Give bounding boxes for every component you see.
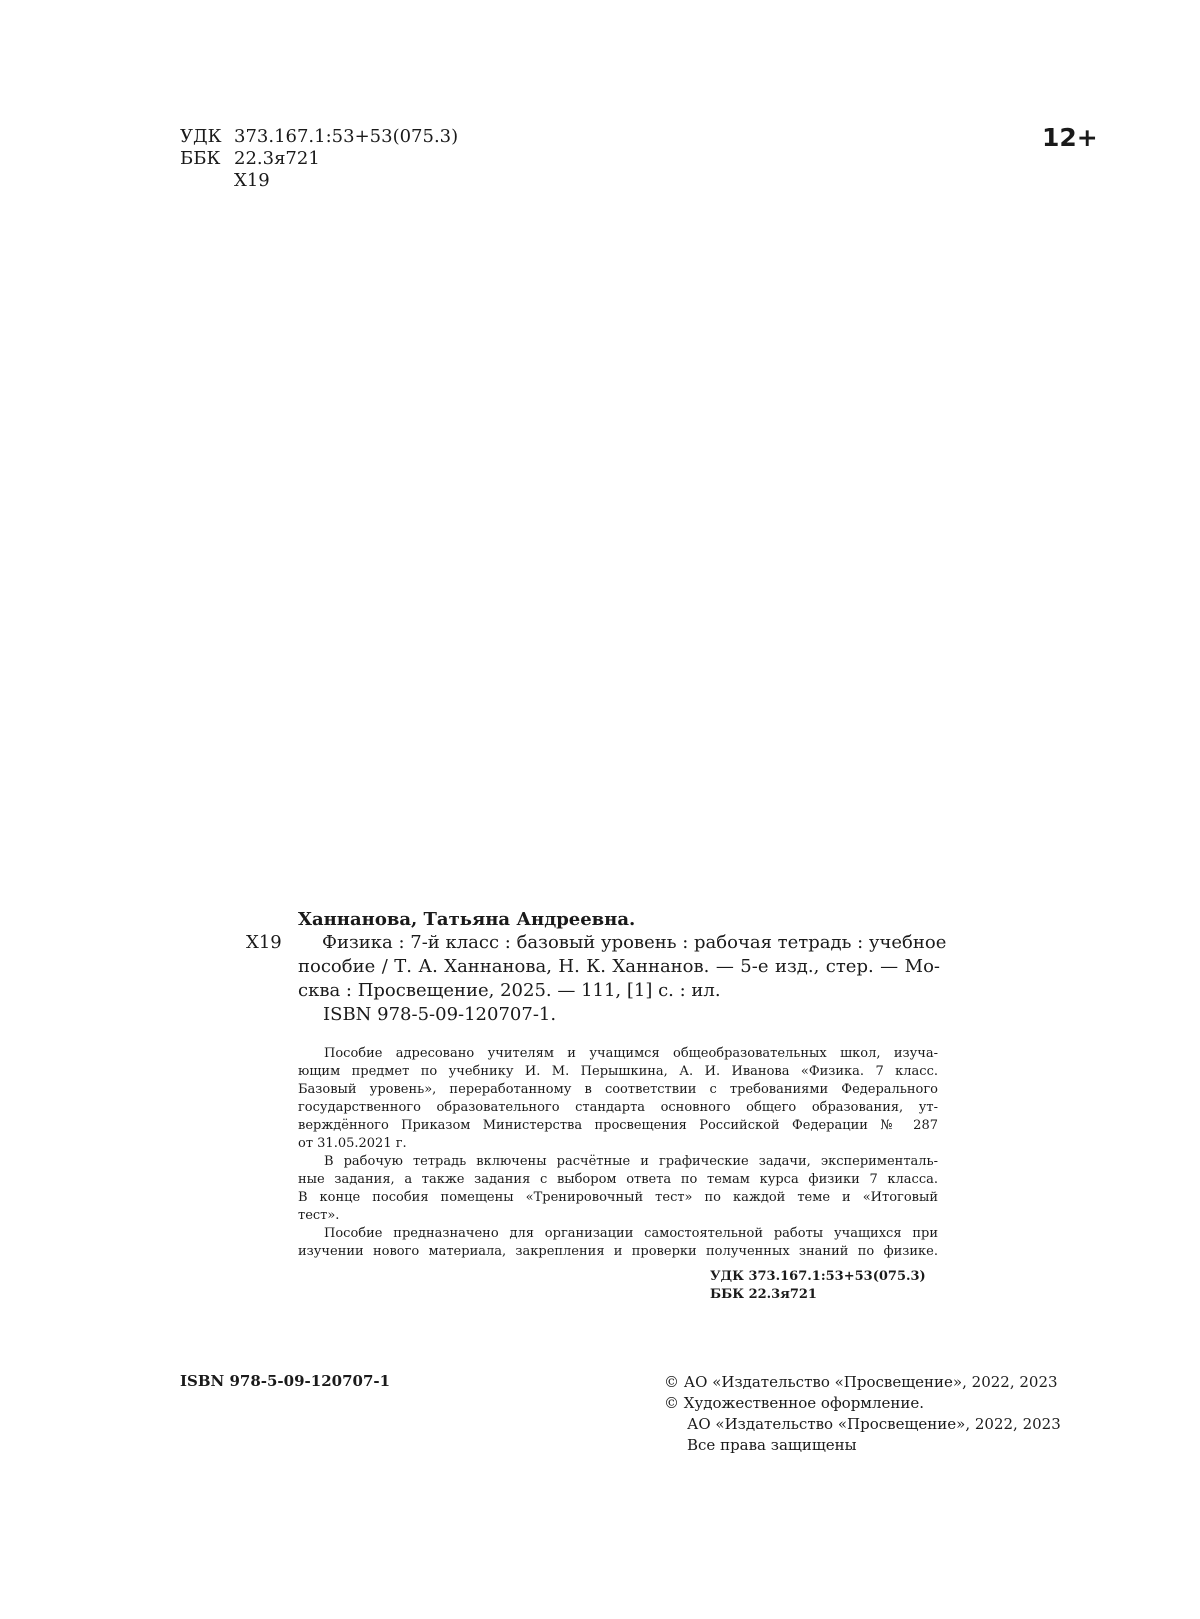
copyright-line: АО «Издательство «Просвещение», 2022, 2023 bbox=[687, 1415, 1061, 1433]
annotation-line: от 31.05.2021 г. bbox=[298, 1136, 407, 1151]
author-mark: Х19 bbox=[234, 170, 270, 191]
annotation-bbk: ББК 22.3я721 bbox=[710, 1287, 817, 1302]
copyright-line: Все права защищены bbox=[687, 1436, 857, 1454]
annotation-paragraph bbox=[298, 1225, 938, 1261]
bib-author-mark: Х19 bbox=[246, 932, 282, 953]
bib-description-line: Физика : 7-й класс : базовый уровень : рабочая тетрадь : учебное bbox=[322, 932, 947, 953]
annotation-line: государственного образовательного стандарта основного общего образования, ут- bbox=[298, 1100, 938, 1115]
annotation-line: тест». bbox=[298, 1208, 340, 1223]
bib-author: Ханнанова, Татьяна Андреевна. bbox=[298, 909, 636, 930]
copyright-line: © Художественное оформление. bbox=[664, 1394, 925, 1412]
bib-description bbox=[298, 931, 947, 1003]
annotation bbox=[298, 1045, 938, 1261]
copyright-line: © АО «Издательство «Просвещение», 2022, 2023 bbox=[664, 1373, 1058, 1391]
annotation-paragraph bbox=[298, 1045, 938, 1153]
annotation-codes bbox=[710, 1268, 926, 1304]
udk-label: УДК bbox=[180, 126, 222, 147]
bib-description-line: пособие / Т. А. Ханнанова, Н. К. Ханнанов. — 5-е изд., стер. — Мо- bbox=[298, 956, 940, 977]
age-rating: 12+ bbox=[1042, 123, 1098, 152]
copyright-block bbox=[664, 1372, 1061, 1456]
annotation-line: В конце пособия помещены «Тренировочный тест» по каждой теме и «Итоговый bbox=[298, 1190, 938, 1205]
annotation-line: Пособие предназначено для организации самостоятельной работы учащихся при bbox=[324, 1226, 938, 1241]
annotation-line: верждённого Приказом Министерства просвещения Российской Федерации № 287 bbox=[298, 1118, 938, 1133]
annotation-line: Пособие адресовано учителям и учащимся общеобразовательных школ, изуча- bbox=[324, 1046, 938, 1061]
bbk-row bbox=[180, 148, 458, 170]
bib-description-line: сква : Просвещение, 2025. — 111, [1] с. : ил. bbox=[298, 980, 721, 1001]
annotation-udk: УДК 373.167.1:53+53(075.3) bbox=[710, 1269, 926, 1284]
udk-value: 373.167.1:53+53(075.3) bbox=[234, 126, 459, 147]
annotation-line: ющим предмет по учебнику И. М. Перышкина, А. И. Иванова «Физика. 7 класс. bbox=[298, 1064, 938, 1079]
bbk-value: 22.3я721 bbox=[234, 148, 320, 169]
annotation-line: Базовый уровень», переработанному в соответствии с требованиями Федерального bbox=[298, 1082, 938, 1097]
annotation-line: ные задания, а также задания с выбором ответа по темам курса физики 7 класса. bbox=[298, 1172, 938, 1187]
bbk-label: ББК bbox=[180, 148, 221, 169]
annotation-line: В рабочую тетрадь включены расчётные и графические задачи, эксперименталь- bbox=[324, 1154, 938, 1169]
annotation-paragraph bbox=[298, 1153, 938, 1225]
author-mark-row bbox=[180, 170, 458, 192]
annotation-line: изучении нового материала, закрепления и проверки полученных знаний по физике. bbox=[298, 1244, 938, 1259]
bib-isbn: ISBN 978-5-09-120707-1. bbox=[323, 1004, 557, 1025]
udk-row bbox=[180, 126, 458, 148]
classification-block bbox=[180, 126, 458, 192]
footer-isbn: ISBN 978-5-09-120707-1 bbox=[180, 1372, 391, 1390]
